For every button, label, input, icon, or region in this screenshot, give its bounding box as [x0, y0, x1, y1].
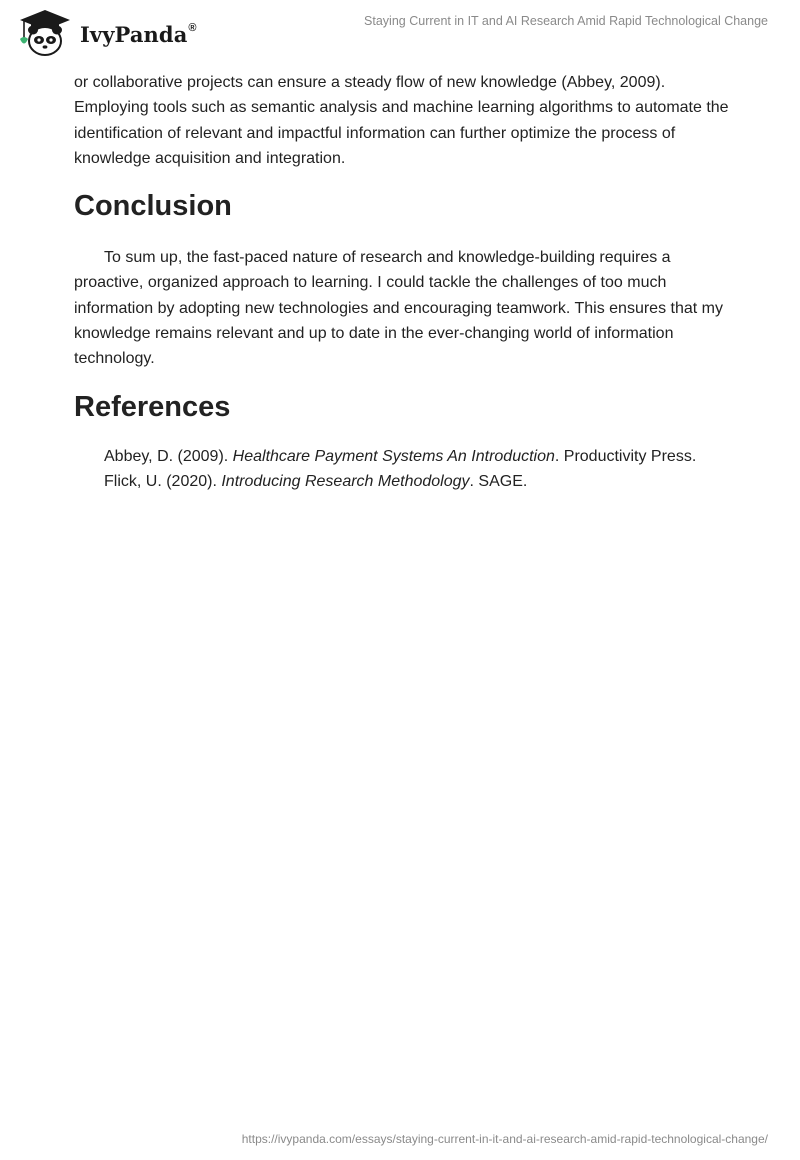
- panda-graduation-cap-icon: [16, 8, 74, 56]
- document-body: [74, 70, 734, 494]
- conclusion-heading: Conclusion: [74, 190, 232, 223]
- page-header: [0, 0, 800, 62]
- references-heading: References: [74, 390, 231, 423]
- source-url[interactable]: https://ivypanda.com/essays/staying-current-in-it-and-ai-research-amid-rapid-technological-change/: [241, 1132, 768, 1146]
- intro-paragraph: or collaborative projects can ensure a steady flow of new knowledge (Abbey, 2009). Employing tools such as semantic analysis and machine learning algorithms to automate the identification of relevant and impactful information can further optimize the process of knowledge acquisition and integration.: [74, 74, 729, 167]
- running-title: Staying Current in IT and AI Research Amid Rapid Technological Change: [364, 14, 768, 28]
- conclusion-paragraph: To sum up, the fast-paced nature of research and knowledge-building requires a proactive, organized approach to learning. I could tackle the challenges of too much information by adopting new technologies and encouraging teamwork. This ensures that my knowledge remains relevant and up to date in the ever-changing world of information technology.: [74, 249, 723, 368]
- brand-name: IvyPanda®: [80, 21, 197, 47]
- reference-entry: Flick, U. (2020). Introducing Research Methodology. SAGE.: [104, 472, 528, 490]
- ivypanda-logo[interactable]: [16, 8, 197, 56]
- reference-entry: Abbey, D. (2009). Healthcare Payment Systems An Introduction. Productivity Press.: [104, 447, 697, 465]
